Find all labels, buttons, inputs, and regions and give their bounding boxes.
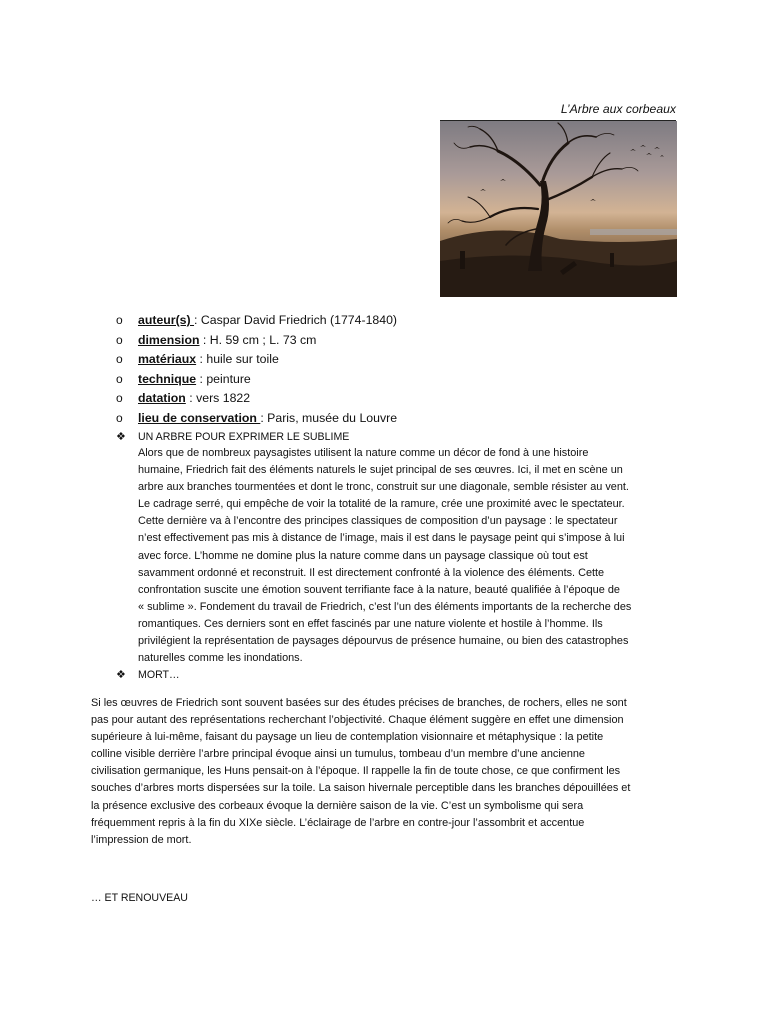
text-line: Si les œuvres de Friedrich sont souvent basées sur des études précises de branches, de rochers, elles ne sont bbox=[91, 697, 627, 709]
paragraph-sublime bbox=[138, 445, 678, 667]
metadata-separator: : bbox=[194, 313, 201, 327]
metadata-item-dating bbox=[116, 389, 397, 409]
section-heading-sublime: UN ARBRE POUR EXPRIMER LE SUBLIME bbox=[138, 431, 350, 443]
artwork-title: L’Arbre aux corbeaux bbox=[440, 101, 676, 121]
diamond-bullet-icon: ❖ bbox=[116, 431, 126, 443]
text-line: privilégient la représentation de paysages dépourvus de présence humaine, ou bien des catastrophes bbox=[138, 635, 629, 648]
metadata-key-dimension: dimension bbox=[138, 332, 200, 347]
metadata-value-dating: vers 1822 bbox=[196, 391, 251, 406]
bullet-marker: o bbox=[116, 332, 123, 347]
metadata-key-location: lieu de conservation bbox=[138, 410, 261, 425]
text-line: savamment ordonné et reconstruit. Il est directement confronté à la violence des éléments. Cette bbox=[138, 566, 605, 579]
metadata-key-author: auteur(s) bbox=[138, 313, 195, 327]
text-line: romantiques. Ces derniers sont en effet fascinés par une nature violente et hostile à l’homme. Ils bbox=[138, 617, 603, 630]
text-line: confrontation suscite une émotion souvent terrifiante face à la nature, beauté qualifiée à l’époque de bbox=[138, 583, 620, 596]
text-line: supérieure à lui-même, faisant du paysage un lieu de contemplation visionnaire et métaphysique : la petite bbox=[91, 731, 604, 744]
bullet-marker: o bbox=[116, 391, 123, 406]
text-line: n’est effectivement pas mis à distance de l’image, mais il est dans le paysage peint qui s’impose à lui bbox=[138, 532, 625, 545]
metadata-item-author bbox=[116, 311, 397, 331]
metadata-item-technique bbox=[116, 370, 397, 390]
text-line: Cette dernière va à l’encontre des principes classiques de composition d’un paysage : le spectateur bbox=[138, 515, 618, 528]
bullet-marker: o bbox=[116, 410, 123, 425]
text-line: Alors que de nombreux paysagistes utilisent la nature comme un décor de fond à une histoire bbox=[138, 447, 589, 459]
text-line: fréquemment repris à la fin du XIXe siècle. L’éclairage de l’arbre en contre-jour l’assombrit et accentue bbox=[91, 816, 585, 829]
metadata-separator: : bbox=[260, 410, 268, 425]
painting-image bbox=[440, 121, 677, 297]
metadata-value-technique: peinture bbox=[206, 371, 251, 386]
section-heading-death: MORT… bbox=[138, 669, 180, 681]
metadata-item-location bbox=[116, 409, 397, 429]
bullet-marker: o bbox=[116, 352, 123, 367]
text-line: l’impression de mort. bbox=[91, 833, 192, 846]
metadata-separator: : bbox=[196, 371, 207, 386]
text-line: humaine, Friedrich fait des éléments naturels le sujet principal de ses œuvres. Ici, il met en scène un bbox=[138, 464, 623, 477]
bullet-marker: o bbox=[116, 371, 123, 386]
paragraph-death bbox=[91, 695, 681, 849]
text-line: avec force. L’homme ne domine plus la nature comme dans un paysage classique où tout est bbox=[138, 549, 588, 562]
text-line: la présence exclusive des corbeaux évoque la dernière saison de la vie. C’est un symbolisme qui sera bbox=[91, 799, 584, 812]
metadata-value-author: Caspar David Friedrich (1774-1840) bbox=[200, 313, 398, 327]
metadata-key-materials: matériaux bbox=[138, 352, 197, 367]
artwork-metadata-list bbox=[116, 311, 397, 429]
text-line: pas pour autant des représentations recherchant l’objectivité. Chaque élément suggère en effet une dimension bbox=[91, 714, 624, 727]
metadata-separator: : bbox=[196, 352, 207, 367]
diamond-bullet-icon: ❖ bbox=[116, 669, 126, 681]
metadata-value-dimension: H. 59 cm ; L. 73 cm bbox=[209, 332, 317, 347]
painting-illustration bbox=[440, 121, 677, 297]
metadata-item-materials bbox=[116, 350, 397, 370]
text-line: souches d’arbres morts dispersées sur la toile. La saison hivernale perceptible dans les branches dépouillées et bbox=[91, 782, 631, 795]
metadata-key-dating: datation bbox=[138, 391, 186, 406]
text-line: « sublime ». Fondement du travail de Friedrich, c’est l’un des éléments importants de la recherche des bbox=[138, 600, 632, 613]
metadata-key-technique: technique bbox=[138, 371, 197, 386]
text-line: civilisation germanique, les Huns pensait-on à l’époque. Il rappelle la fin de toute chose, ce que confirment les bbox=[91, 765, 621, 778]
text-line: colline visible derrière l’arbre principal évoque ainsi un tumulus, tombeau d’un membre d’une ancienne bbox=[91, 748, 585, 761]
metadata-value-materials: huile sur toile bbox=[206, 352, 279, 367]
text-line: arbre aux branches tourmentées et dont le tronc, construit sur une diagonale, semble résister au vent. bbox=[138, 481, 629, 494]
metadata-separator: : bbox=[185, 391, 197, 406]
text-line: Le cadrage serré, qui empêche de voir la totalité de la ramure, crée une proximité avec le spectateur. bbox=[138, 498, 625, 511]
bullet-marker: o bbox=[116, 313, 123, 327]
section-heading-renewal: … ET RENOUVEAU bbox=[91, 892, 188, 904]
metadata-value-location: Paris, musée du Louvre bbox=[267, 410, 398, 425]
text-line: naturelles comme les inondations. bbox=[138, 652, 303, 665]
metadata-item-dimension bbox=[116, 331, 397, 351]
metadata-separator: : bbox=[199, 332, 210, 347]
